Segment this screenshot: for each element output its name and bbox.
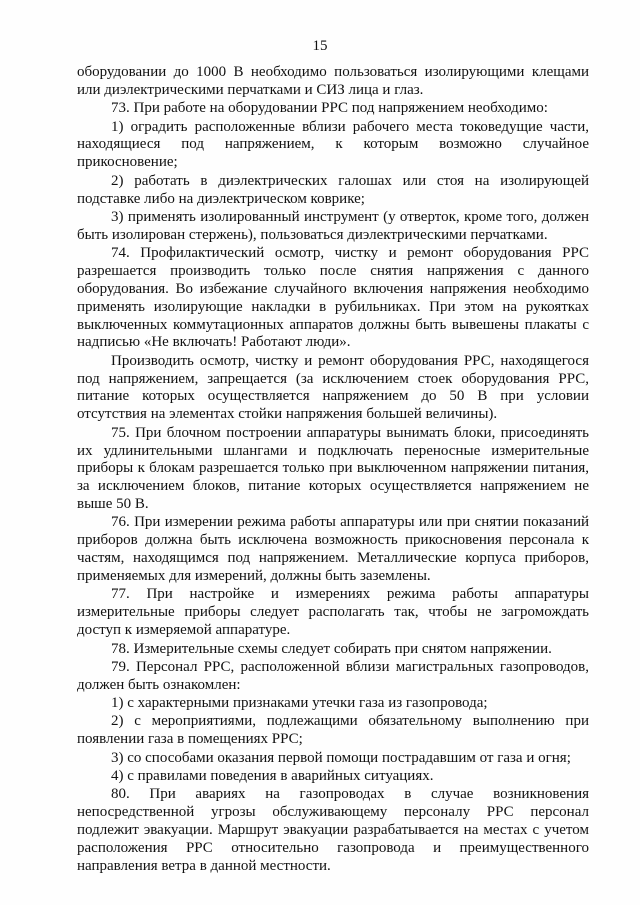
paragraph: 80. При авариях на газопроводах в случае возникновения непосредственной угрозы обслуживающему персоналу РРС персонал подлежит эвакуации. Маршрут эвакуации разрабатывается на местах с учетом расположения РРС относительно газопровода и преимущественного направления ветра в данной местности. (77, 786, 589, 874)
paragraph: 78. Измерительные схемы следует собирать при снятом напряжении. (111, 640, 552, 657)
paragraph: 3) со способами оказания первой помощи пострадавшим от газа и огня; (111, 749, 571, 766)
page-number: 15 (312, 38, 328, 54)
paragraph: 74. Профилактический осмотр, чистку и ремонт оборудования РРС разрешается производить только после снятия напряжения с данного оборудования. Во избежание случайного включения напряжения необходимо применять изолирующие накладки в рубильниках. При этом на рукоятках выключенных коммутационных аппаратов должны быть вывешены плакаты с надписью «Не включать! Работают люди». (77, 245, 589, 351)
paragraph: 1) с характерными признаками утечки газа из газопровода; (111, 695, 488, 712)
paragraph: 2) работать в диэлектрических галошах или стоя на изолирующей подставке либо на диэлектрическом коврике; (77, 172, 589, 207)
paragraph: 3) применять изолированный инструмент (у отверток, кроме того, должен быть изолирован стержень), пользоваться диэлектрическими перчатками. (77, 208, 589, 243)
paragraph: 76. При измерении режима работы аппаратуры или при снятии показаний приборов должна быть исключена возможность прикосновения персонала к частям, находящимся под напряжением. Металлические корпуса приборов, применяемых для измерений, должны быть заземлены. (77, 514, 589, 585)
paragraph: 1) оградить расположенные вблизи рабочего места токоведущие части, находящиеся под напряжением, к которым возможно случайное прикосновение; (77, 118, 589, 171)
paragraph: 79. Персонал РРС, расположенной вблизи магистральных газопроводов, должен быть ознакомлен: (77, 658, 589, 693)
paragraph: 77. При настройке и измерениях режима работы аппаратуры измерительные приборы следует располагать так, чтобы не загромождать доступ к измеряемой аппаратуре. (77, 586, 589, 639)
paragraph: 4) с правилами поведения в аварийных ситуациях. (111, 768, 434, 785)
paragraph: 75. При блочном построении аппаратуры вынимать блоки, присоединять их удлинительными шлангами и подключать переносные измерительные приборы к блокам разрешается только при выключенном напряжении питания, за исключением блоков, питание которых осуществляется напряжением не выше 50 В. (77, 424, 589, 513)
paragraph: оборудовании до 1000 В необходимо пользоваться изолирующими клещами или диэлектрическими перчатками и СИЗ лица и глаз. (77, 64, 589, 98)
paragraph: Производить осмотр, чистку и ремонт оборудования РРС, находящегося под напряжением, запрещается (за исключением стоек оборудования РРС, питание которых осуществляется напряжением до 50 В при условии отсутствия на элементах стойки напряжения большей величины). (77, 352, 589, 423)
document-body (77, 64, 589, 876)
paragraph: 2) с мероприятиями, подлежащими обязательному выполнению при появлении газа в помещениях РРС; (77, 713, 589, 748)
paragraph: 73. При работе на оборудовании РРС под напряжением необходимо: (111, 100, 548, 117)
